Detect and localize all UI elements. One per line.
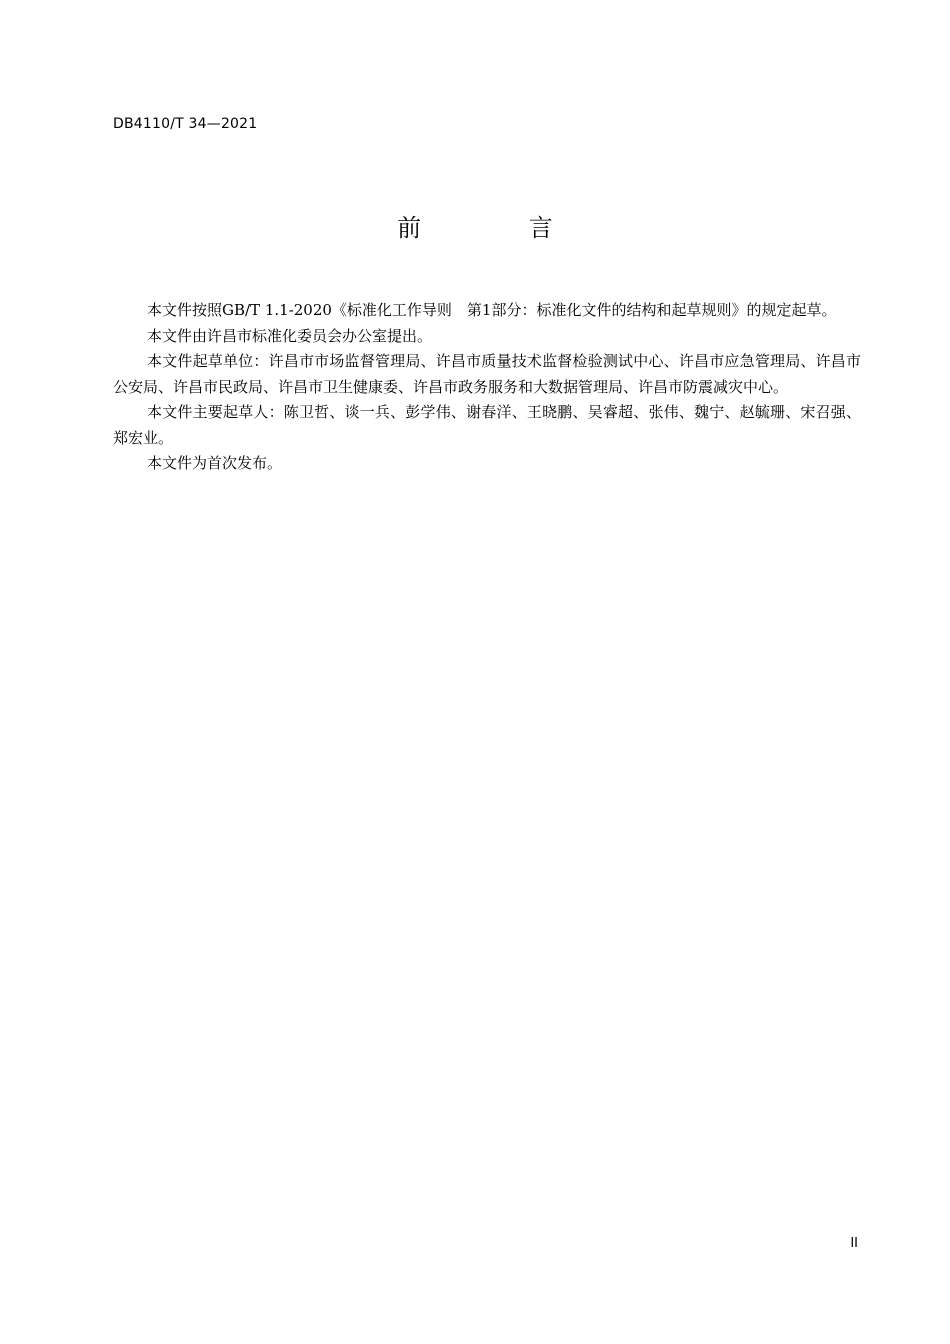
paragraph-drafting-units: 本文件起草单位：许昌市市场监督管理局、许昌市质量技术监督检验测试中心、许昌市应急管理局、许昌市公安局、许昌市民政局、许昌市卫生健康委、许昌市政务服务和大数据管理局、许昌市防震减灾中心。 [113,352,861,396]
paragraph-proposer: 本文件由许昌市标准化委员会办公室提出。 [147,326,433,345]
paragraph-drafting-rules: 本文件按照GB/T 1.1-2020《标准化工作导则 第1部分：标准化文件的结构和起草规则》的规定起草。 [147,301,837,319]
page-title: 前 言 [397,214,603,242]
paragraph-first-release: 本文件为首次发布。 [147,454,283,472]
page-number: II [850,1236,858,1251]
foreword-body [113,298,861,477]
document-code: DB4110/T 34—2021 [113,116,258,132]
paragraph-drafters: 本文件主要起草人：陈卫哲、谈一兵、彭学伟、谢春洋、王晓鹏、吴睿超、张伟、魏宁、赵毓珊、宋召强、郑宏业。 [113,403,861,447]
